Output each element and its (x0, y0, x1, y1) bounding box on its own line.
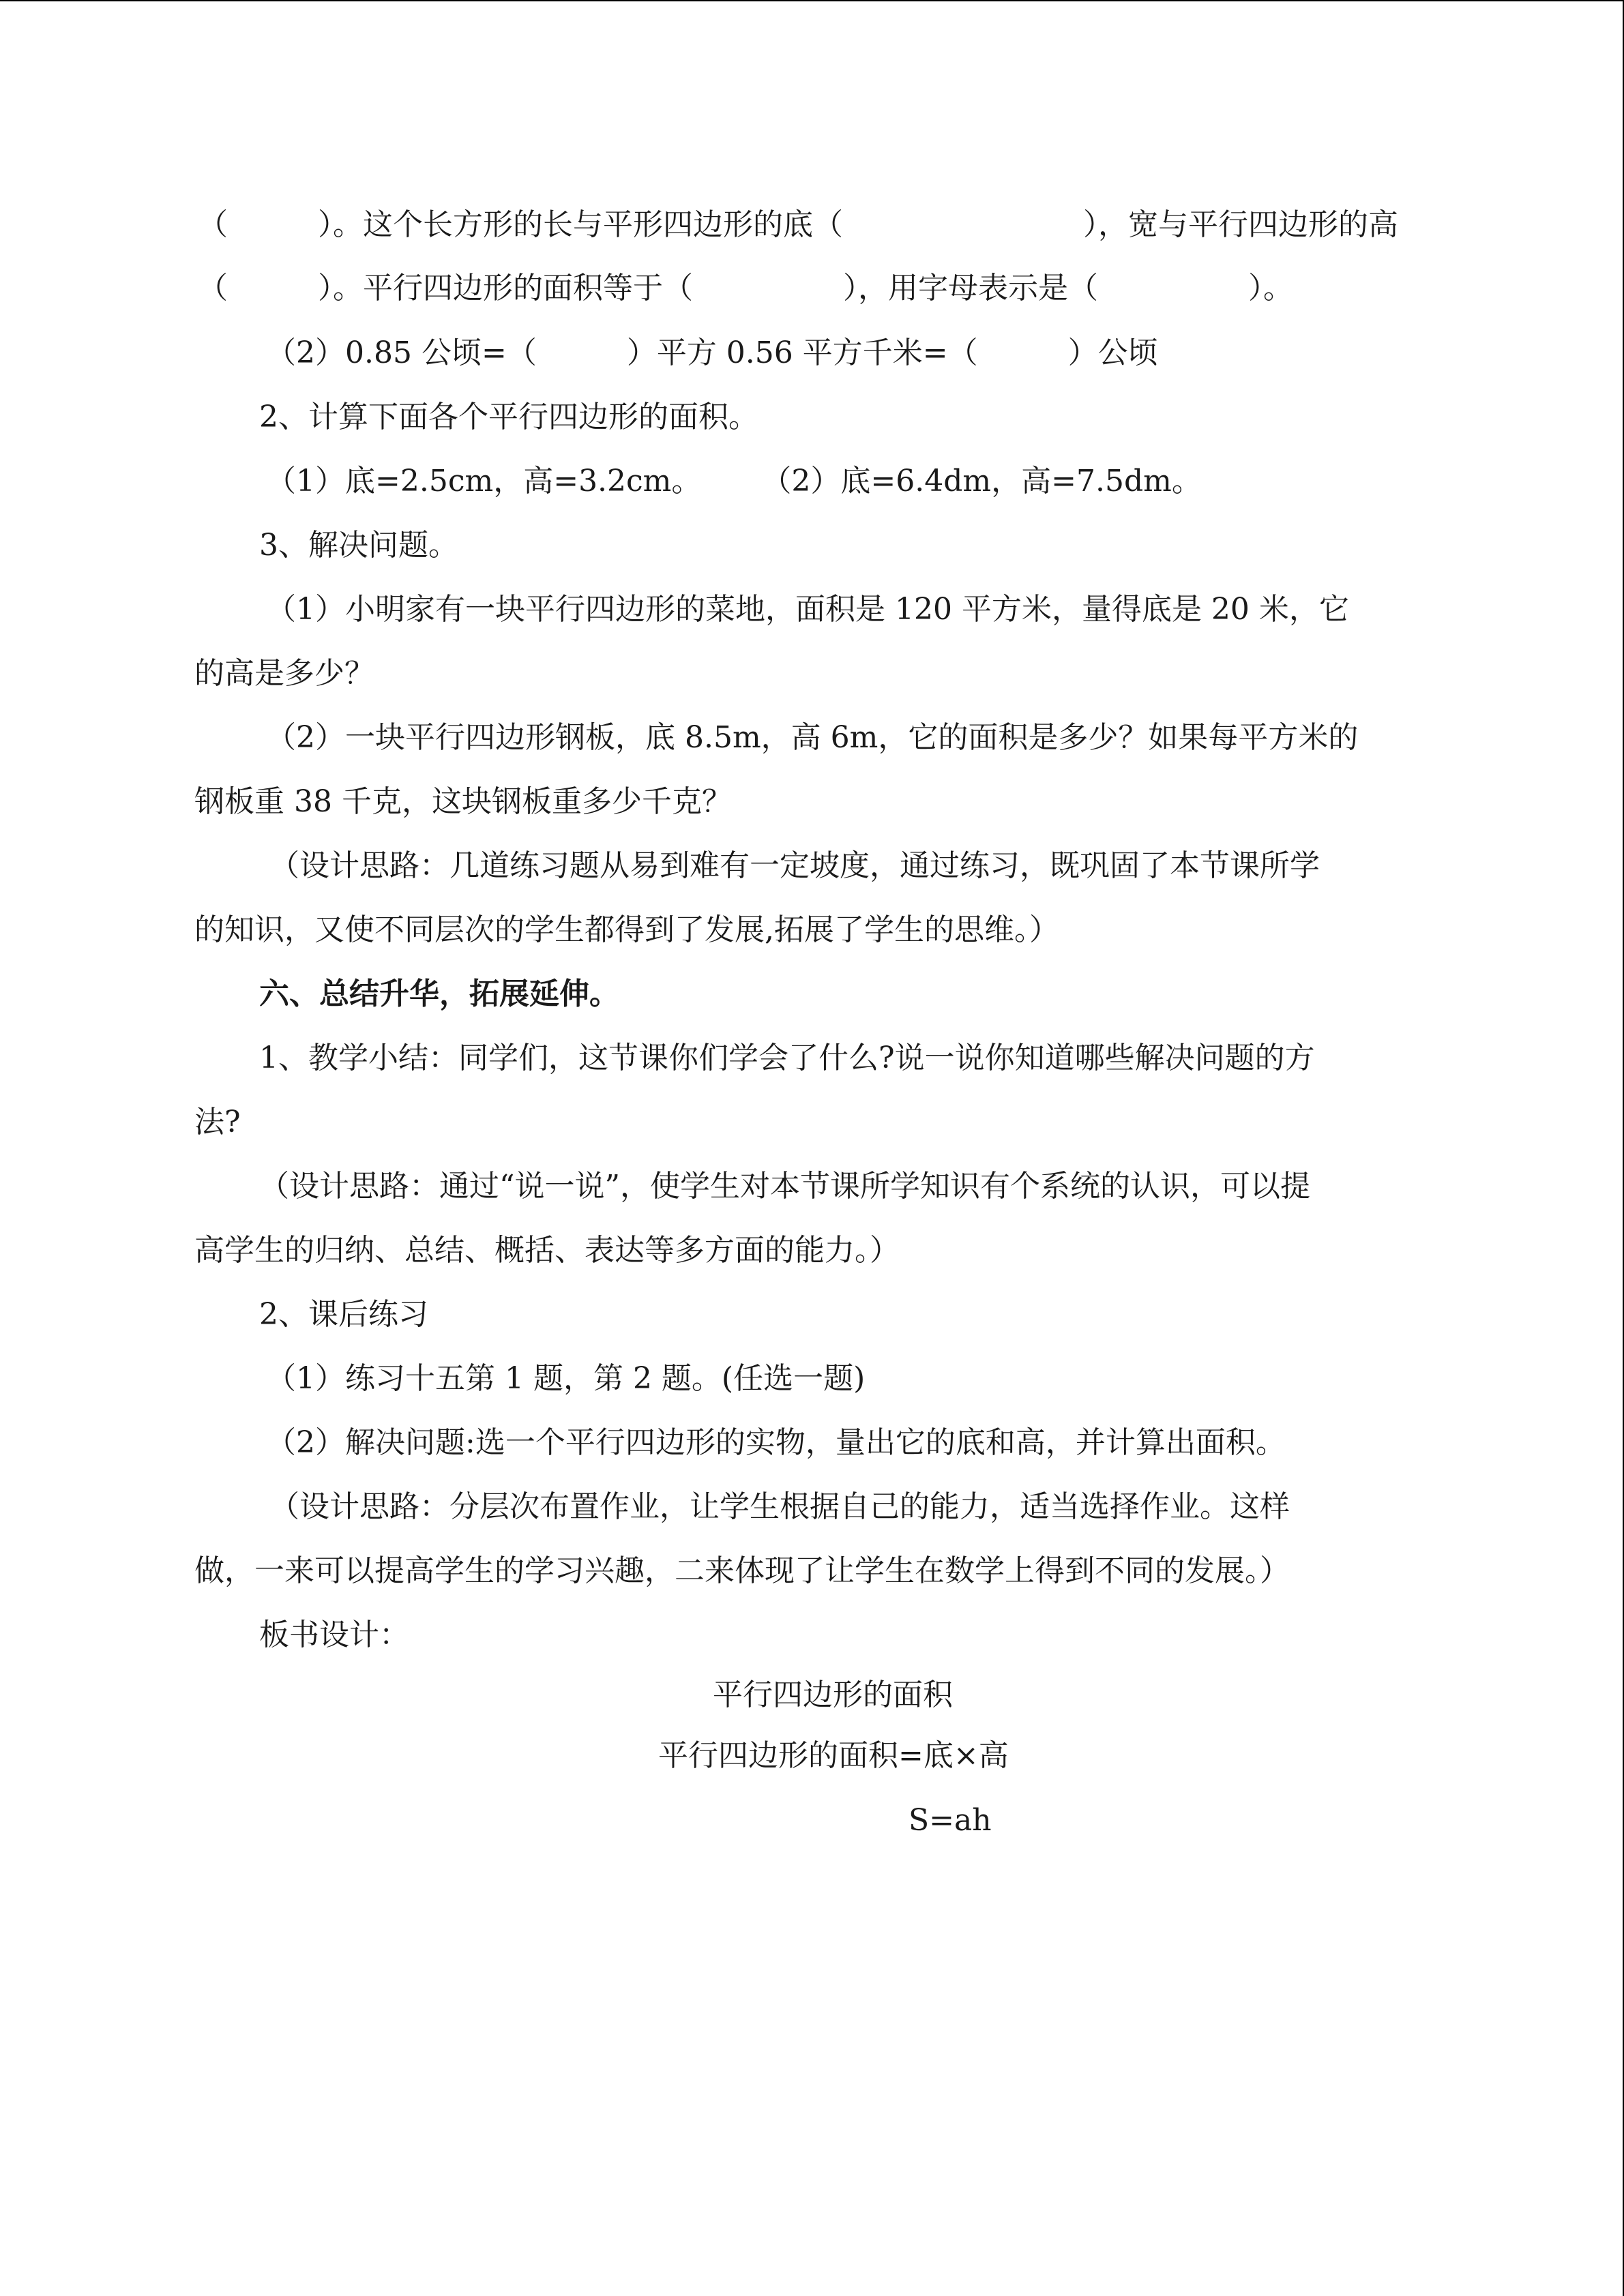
text-line-23: 板书设计： (259, 1617, 409, 1652)
board-formula-words: 平行四边形的面积=底×高 (658, 1738, 1009, 1773)
board-formula-letters: S=ah (909, 1803, 992, 1838)
text-line-3: （2）0.85 公顷=（ ）平方 0.56 平方千米=（ ）公顷 (266, 336, 1158, 370)
text-line-6: 3、解决问题。 (259, 528, 458, 563)
text-line-4: 2、计算下面各个平行四边形的面积。 (259, 400, 758, 434)
top-border-line (0, 0, 1624, 1)
text-line-17: 高学生的归纳、总结、概括、表达等多方面的能力。） (194, 1233, 900, 1268)
text-line-18: 2、课后练习 (259, 1297, 428, 1332)
text-line-20: （2）解决问题:选一个平行四边形的实物，量出它的底和高，并计算出面积。 (266, 1425, 1286, 1460)
board-title: 平行四边形的面积 (713, 1678, 953, 1712)
text-line-1: （ ）。这个长方形的长与平形四边形的底（ ），宽与平行四边形的高 (198, 207, 1398, 242)
text-line-14: 1、教学小结：同学们，这节课你们学会了什么?说一说你知道哪些解决问题的方 (259, 1041, 1315, 1075)
text-line-16: （设计思路：通过“说一说”，使学生对本节课所学知识有个系统的认识，可以提 (259, 1169, 1310, 1204)
text-line-22: 做，一来可以提高学生的学习兴趣，二来体现了让学生在数学上得到不同的发展。） (194, 1553, 1290, 1588)
text-line-2: （ ）。平行四边形的面积等于（ ），用字母表示是（ ）。 (198, 271, 1293, 305)
text-line-15: 法? (194, 1105, 241, 1139)
text-line-12: 的知识，又使不同层次的学生都得到了发展,拓展了学生的思维。） (194, 912, 1059, 947)
text-line-7: （1）小明家有一块平行四边形的菜地，面积是 120 平方米，量得底是 20 米，它 (266, 592, 1349, 627)
text-line-10: 钢板重 38 千克，这块钢板重多少千克？ (194, 784, 732, 819)
text-line-5: （1）底=2.5cm，高=3.2cm。 （2）底=6.4dm，高=7.5dm。 (266, 464, 1202, 498)
text-line-19: （1）练习十五第 1 题，第 2 题。(任选一题) (266, 1361, 866, 1396)
text-line-11: （设计思路：几道练习题从易到难有一定坡度，通过练习，既巩固了本节课所学 (269, 848, 1320, 883)
text-line-9: （2）一块平行四边形钢板，底 8.5m，高 6m，它的面积是多少？如果每平方米的 (266, 720, 1359, 755)
text-line-8: 的高是多少？ (194, 656, 374, 691)
section-heading: 六、总结升华，拓展延伸。 (259, 976, 619, 1011)
text-line-21: （设计思路：分层次布置作业，让学生根据自己的能力，适当选择作业。这样 (269, 1489, 1290, 1524)
